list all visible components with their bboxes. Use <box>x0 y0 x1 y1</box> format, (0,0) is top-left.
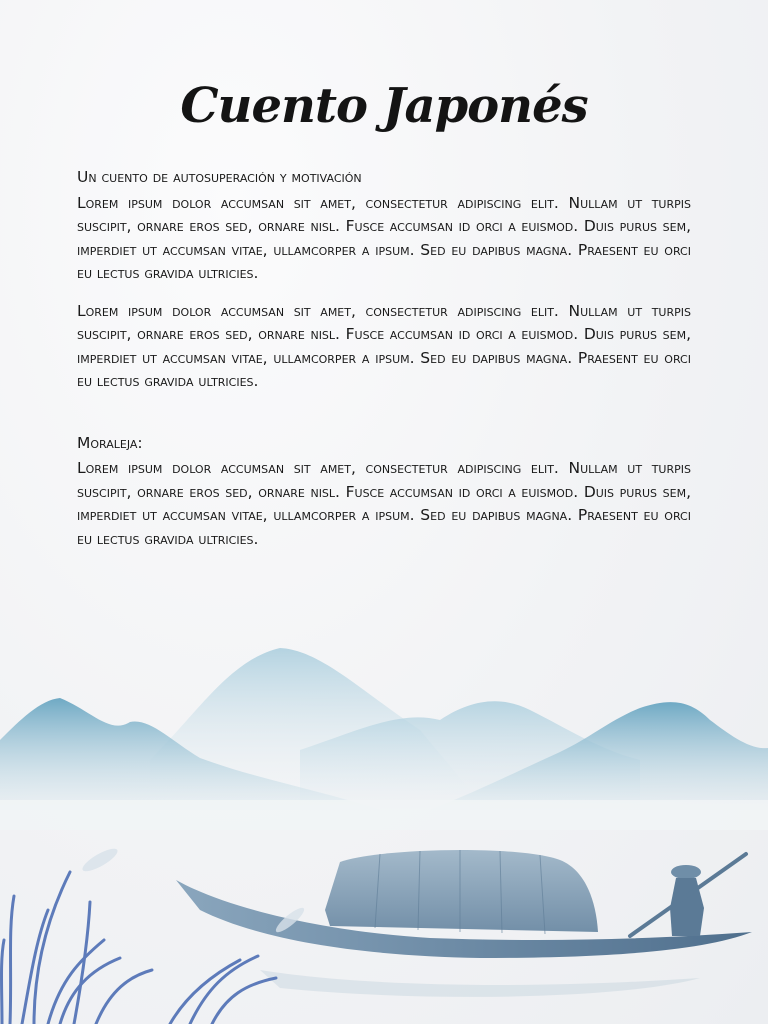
story-paragraph-2: Lorem ipsum dolor accumsan sit amet, consectetur adipiscing elit. Nullam ut turpis suscipit, ornare eros sed, ornare nisl. Fusce accumsan id orci a euismod. Duis purus sem, imperdiet ut accumsan vitae, ullamcorper a ipsum. Sed eu dapibus magna. Praesent eu orci eu lectus gravida ultricies. <box>77 301 691 390</box>
page-title: Cuento Japonés <box>180 78 588 134</box>
story-content <box>77 166 691 565</box>
landscape-illustration <box>0 640 768 1024</box>
mist <box>0 800 768 830</box>
boatman-hat <box>671 865 701 879</box>
reeds <box>2 872 277 1024</box>
story-paragraph-1: Lorem ipsum dolor accumsan sit amet, consectetur adipiscing elit. Nullam ut turpis suscipit, ornare eros sed, ornare nisl. Fusce accumsan id orci a euismod. Duis purus sem, imperdiet ut accumsan vitae, ullamcorper a ipsum. Sed eu dapibus magna. Praesent eu orci eu lectus gravida ultricies. <box>77 193 691 282</box>
moral-label: Moraleja: <box>77 433 143 452</box>
boat-canopy <box>325 850 598 932</box>
boat-reflection <box>260 970 700 997</box>
story-subtitle: Un cuento de autosuperación y motivación <box>77 168 362 186</box>
moral-paragraph: Lorem ipsum dolor accumsan sit amet, consectetur adipiscing elit. Nullam ut turpis suscipit, ornare eros sed, ornare nisl. Fusce accumsan id orci a euismod. Duis purus sem, imperdiet ut accumsan vitae, ullamcorper a ipsum. Sed eu dapibus magna. Praesent eu orci eu lectus gravida ultricies. <box>77 459 691 548</box>
